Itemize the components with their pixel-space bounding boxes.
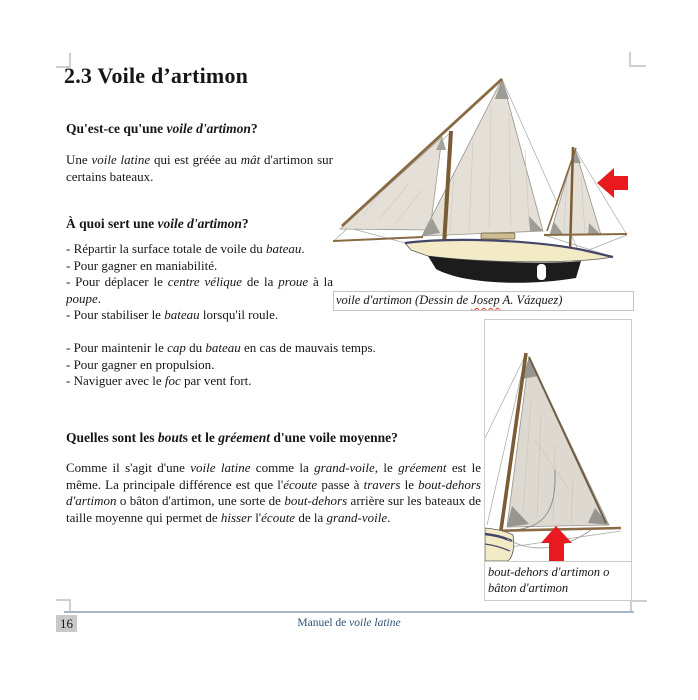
sailboat-illustration [333,57,633,291]
section-heading-rigging: Quelles sont les bouts et le gréement d'une voile moyenne? [66,430,398,445]
red-arrow-up-icon [541,526,572,561]
list-item: - Pour maintenir le cap du bateau en cas de mauvais temps. [66,340,376,355]
list-item: - Naviguer avec le foc par vent fort. [66,373,252,389]
jib-sail [340,137,442,230]
figure1-caption: voile d'artimon (Dessin de Josep A. Vázquez) [333,291,634,311]
list-item: - Pour stabiliser le bateau lorsqu'il roule. [66,307,279,323]
figure2-caption-line2: bâton d'artimon [488,581,569,595]
section-heading-definition: Qu'est-ce qu'une voile d'artimon? [66,121,258,136]
propeller-aperture [537,264,546,280]
section-heading-purpose: À quoi sert une voile d'artimon? [66,216,249,231]
list-item: - Pour déplacer le centre vélique de la proue à la poupe. [66,274,333,306]
mizzen-sail-illustration [485,320,631,561]
list-item: - Pour gagner en propulsion. [66,356,215,372]
mizzen-outrigger-spar [544,234,627,235]
list-item: - Répartir la surface totale de voile du bateau. [66,241,305,256]
figure-mizzen-closeup [484,319,632,601]
bowsprit [333,237,423,241]
page-number-field: 16 [56,615,77,632]
page-title: 2.3 Voile d’artimon [64,63,249,88]
figure2-caption-line1: bout-dehors d'artimon o [488,565,610,579]
figure-lateen-boat [333,57,633,291]
purpose-list-wide [66,340,481,390]
paragraph-rigging: Comme il s'agit d'une voile latine comme la grand-voile, le gréement est le même. La principale différence est que l'écoute passe à travers le bout-dehors d'artimon o bâton d'artimon, une sorte de bout-dehors arrière sur les bateaux de taille moyenne qui permet de hisser l'écoute de la grand-voile. [66,460,481,525]
footer-rule [64,611,634,613]
list-item: - Pour gagner en maniabilité. [66,257,218,273]
paragraph-definition: Une voile latine qui est gréée au mât d'artimon sur certains bateaux. [66,152,333,184]
figure2-caption [485,561,631,600]
deck-cabin [481,233,515,239]
main-lateen-sail [422,79,543,236]
footer-booklet-title: Manuel de voile latine [297,617,401,629]
purpose-list-narrow [66,241,333,324]
